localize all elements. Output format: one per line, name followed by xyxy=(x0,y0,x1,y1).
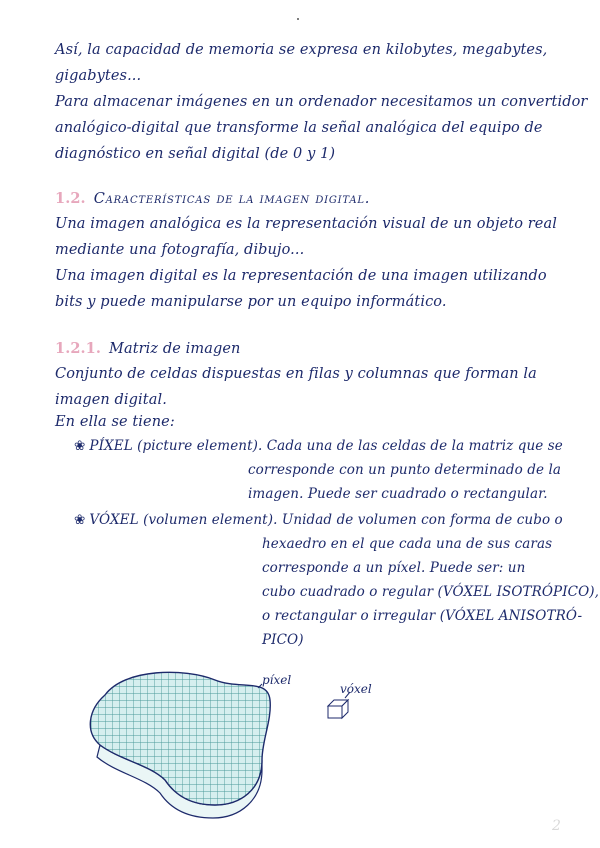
text-line: Así, la capacidad de memoria se expresa en kilobytes, megabytes, xyxy=(55,42,548,58)
subsection-title: Matriz de imagen xyxy=(109,341,241,357)
text-line: En ella se tiene: xyxy=(55,414,175,430)
subsection-number: 1.2.1. xyxy=(55,340,102,357)
text-line: imagen digital. xyxy=(55,392,167,408)
section-number: 1.2. xyxy=(55,190,86,207)
text-line: diagnóstico en señal digital (de 0 y 1) xyxy=(55,146,336,162)
section-title: Características de la imagen digital. xyxy=(93,191,371,207)
flower-bullet-icon: ❀ xyxy=(74,512,86,528)
text-line: mediante una fotografía, dibujo... xyxy=(55,242,305,258)
bullet-text: PÍXEL (picture element). Cada una de las celdas de la matriz que se xyxy=(89,438,563,454)
text-line: imagen. Puede ser cuadrado o rectangular. xyxy=(248,486,548,502)
text-line: bits y puede manipularse por un equipo informático. xyxy=(55,294,447,310)
text-line: PICO) xyxy=(262,632,304,648)
text-line: corresponde con un punto determinado de la xyxy=(248,462,562,478)
text-line: analógico-digital que transforme la señal analógica del equipo de xyxy=(55,120,543,136)
text-line: Una imagen digital es la representación de una imagen utilizando xyxy=(55,268,547,284)
text-line: o rectangular o irregular (VÓXEL ANISOTRÓ- xyxy=(262,608,583,624)
page-number: 2 xyxy=(552,818,561,834)
pixel-label: píxel xyxy=(262,673,292,687)
text-line: Conjunto de celdas dispuestas en filas y columnas que forman la xyxy=(55,366,537,382)
flower-bullet-icon: ❀ xyxy=(74,438,86,454)
bullet-text: VÓXEL (volumen element). Unidad de volumen con forma de cubo o xyxy=(89,512,563,528)
text-line: corresponde a un píxel. Puede ser: un xyxy=(262,560,526,576)
text-line: gigabytes... xyxy=(55,68,142,84)
text-line: Para almacenar imágenes en un ordenador necesitamos un convertidor xyxy=(55,94,588,110)
text-line: cubo cuadrado o regular (VÓXEL ISOTRÓPICO), xyxy=(262,584,600,600)
voxel-label: vóxel xyxy=(340,682,372,696)
text-line: hexaedro en el que cada una de sus caras xyxy=(262,536,553,552)
text-line: Una imagen analógica es la representación visual de un objeto real xyxy=(55,216,557,232)
voxel-cube-icon xyxy=(328,700,348,718)
